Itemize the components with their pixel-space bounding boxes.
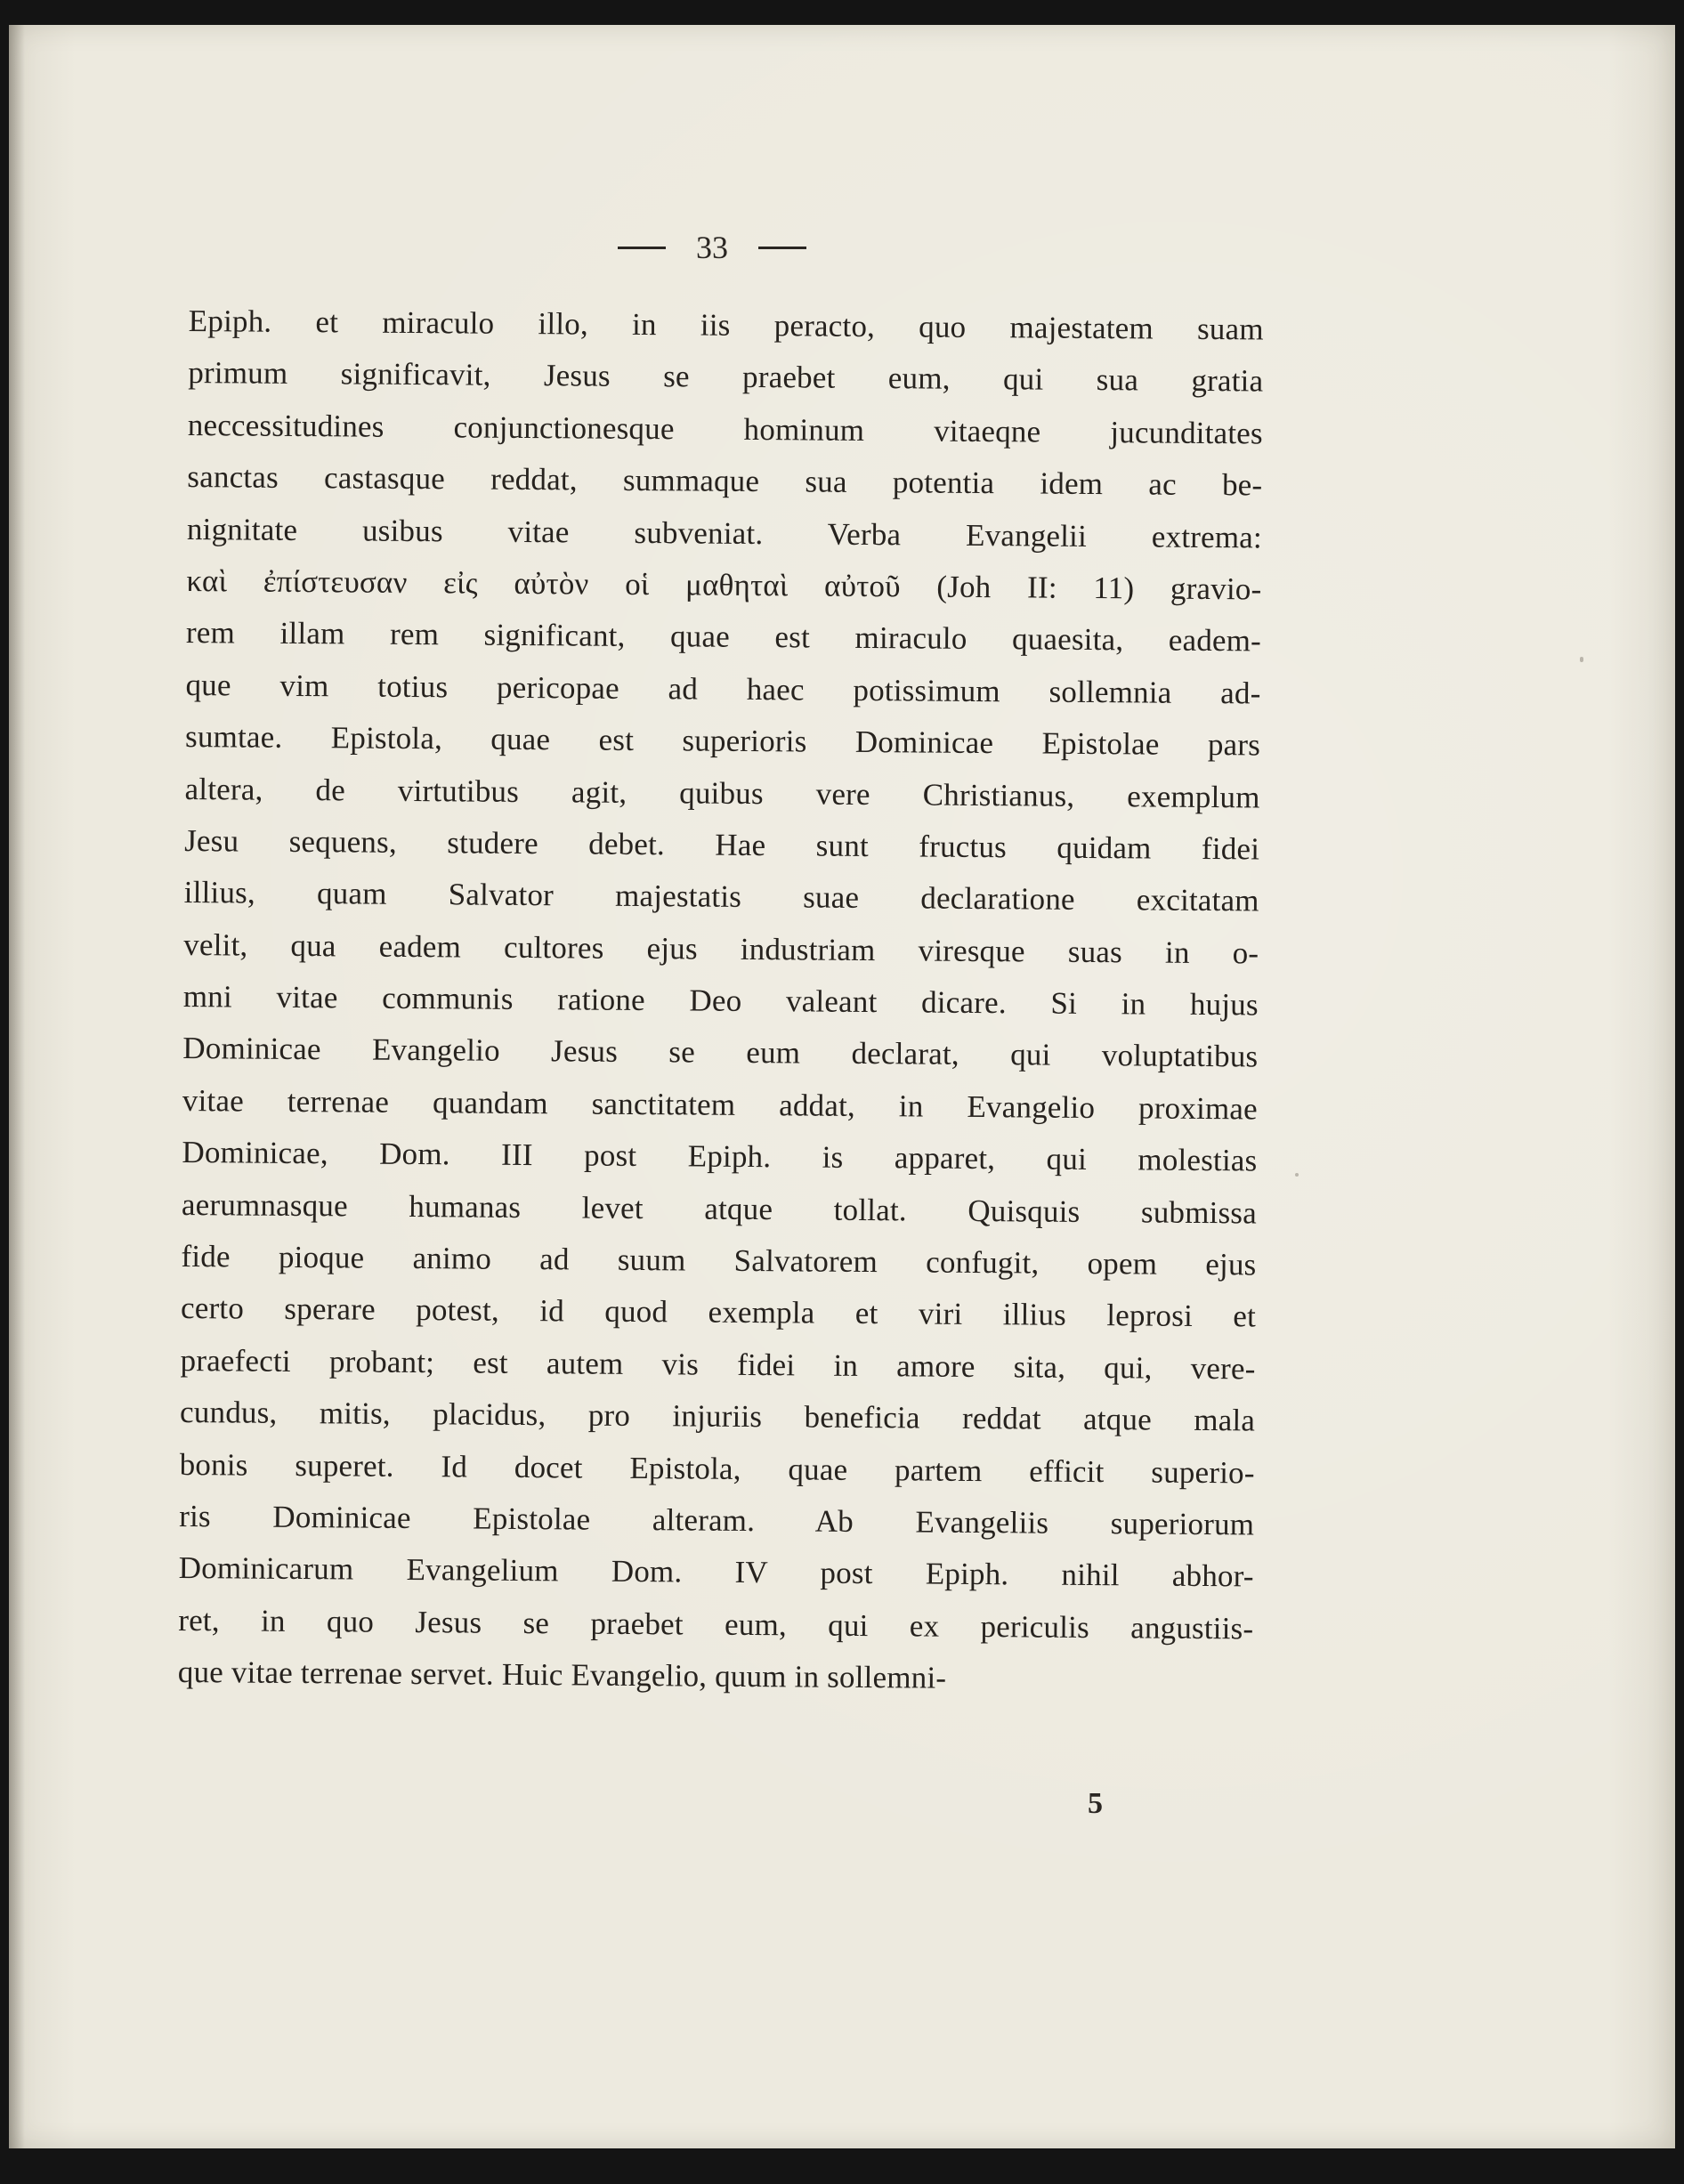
signature-mark: 5: [1088, 1787, 1103, 1820]
body-text: [178, 295, 1264, 1707]
margin-speck: [1295, 1173, 1299, 1177]
text-line: aerumnasque humanas levet atque tollat. Quisquis submissa: [181, 1186, 1258, 1231]
text-line: Dominicae, Dom. III post Epiph. is apparet, qui molestias: [182, 1135, 1258, 1178]
text-line: Epiph. et miraculo illo, in iis peracto, quo majestatem suam: [188, 303, 1264, 347]
text-line: illius, quam Salvator majestatis suae declaratione excitatam: [183, 875, 1259, 918]
dash-left: [618, 247, 666, 249]
text-line: bonis superet. Id docet Epistola, quae partem efficit superio-: [179, 1446, 1255, 1491]
text-line: Jesu sequens, studere debet. Hae sunt fructus quidam fidei: [184, 822, 1260, 867]
text-line: ris Dominicae Epistolae alteram. Ab Evangeliis superiorum: [179, 1498, 1255, 1542]
text-line: fide pioque animo ad suum Salvatorem confugit, opem ejus: [181, 1238, 1257, 1282]
text-line: velit, qua eadem cultores ejus industriam viresque suas in o-: [183, 926, 1259, 971]
text-line: praefecti probant; est autem vis fidei in amore sita, qui, vere-: [180, 1342, 1256, 1387]
gutter-shadow: [9, 25, 25, 2148]
dash-right: [758, 247, 806, 249]
text-line: que vim totius pericopae ad haec potissimum sollemnia ad-: [185, 667, 1261, 711]
text-line: cundus, mitis, placidus, pro injuriis beneficia reddat atque mala: [179, 1395, 1256, 1438]
margin-speck: [1580, 657, 1583, 662]
text-line: primum significavit, Jesus se praebet eum, qui sua gratia: [188, 355, 1264, 399]
text-line: sumtae. Epistola, quae est superioris Dominicae Epistolae pars: [184, 719, 1261, 763]
text-line: que vitae terrenae servet. Huic Evangelio, quum in sollemni-: [177, 1654, 947, 1695]
text-line: mni vitae communis ratione Deo valeant dicare. Si in hujus: [182, 979, 1259, 1023]
text-line: altera, de virtutibus agit, quibus vere Christianus, exemplum: [184, 771, 1260, 814]
text-line: vitae terrenae quandam sanctitatem addat, in Evangelio proximae: [182, 1082, 1259, 1127]
text-line: sanctas castasque reddat, summaque sua potentia idem ac be-: [187, 459, 1263, 503]
text-line: Dominicarum Evangelium Dom. IV post Epiph. nihil abhor-: [178, 1550, 1254, 1594]
text-line: ret, in quo Jesus se praebet eum, qui ex periculis angustiis-: [178, 1602, 1254, 1646]
text-line: Dominicae Evangelio Jesus se eum declarat, qui voluptatibus: [182, 1031, 1259, 1074]
text-line: certo sperare potest, id quod exempla et viri illius leprosi et: [180, 1290, 1257, 1334]
text-line: καὶ ἐπίστευσαν εἰς αὐτὸν οἱ μαθηταὶ αὐτοῦ (Joh II: 11) gravio-: [186, 562, 1262, 607]
text-line: neccessitudines conjunctionesque hominum vitaeqne jucunditates: [187, 407, 1263, 451]
text-line: rem illam rem significant, quae est miraculo quaesita, eadem-: [185, 615, 1262, 659]
page-number: 33: [696, 230, 728, 265]
running-head: [570, 221, 854, 274]
text-line: nignitate usibus vitae subveniat. Verba Evangelii extrema:: [186, 511, 1263, 555]
